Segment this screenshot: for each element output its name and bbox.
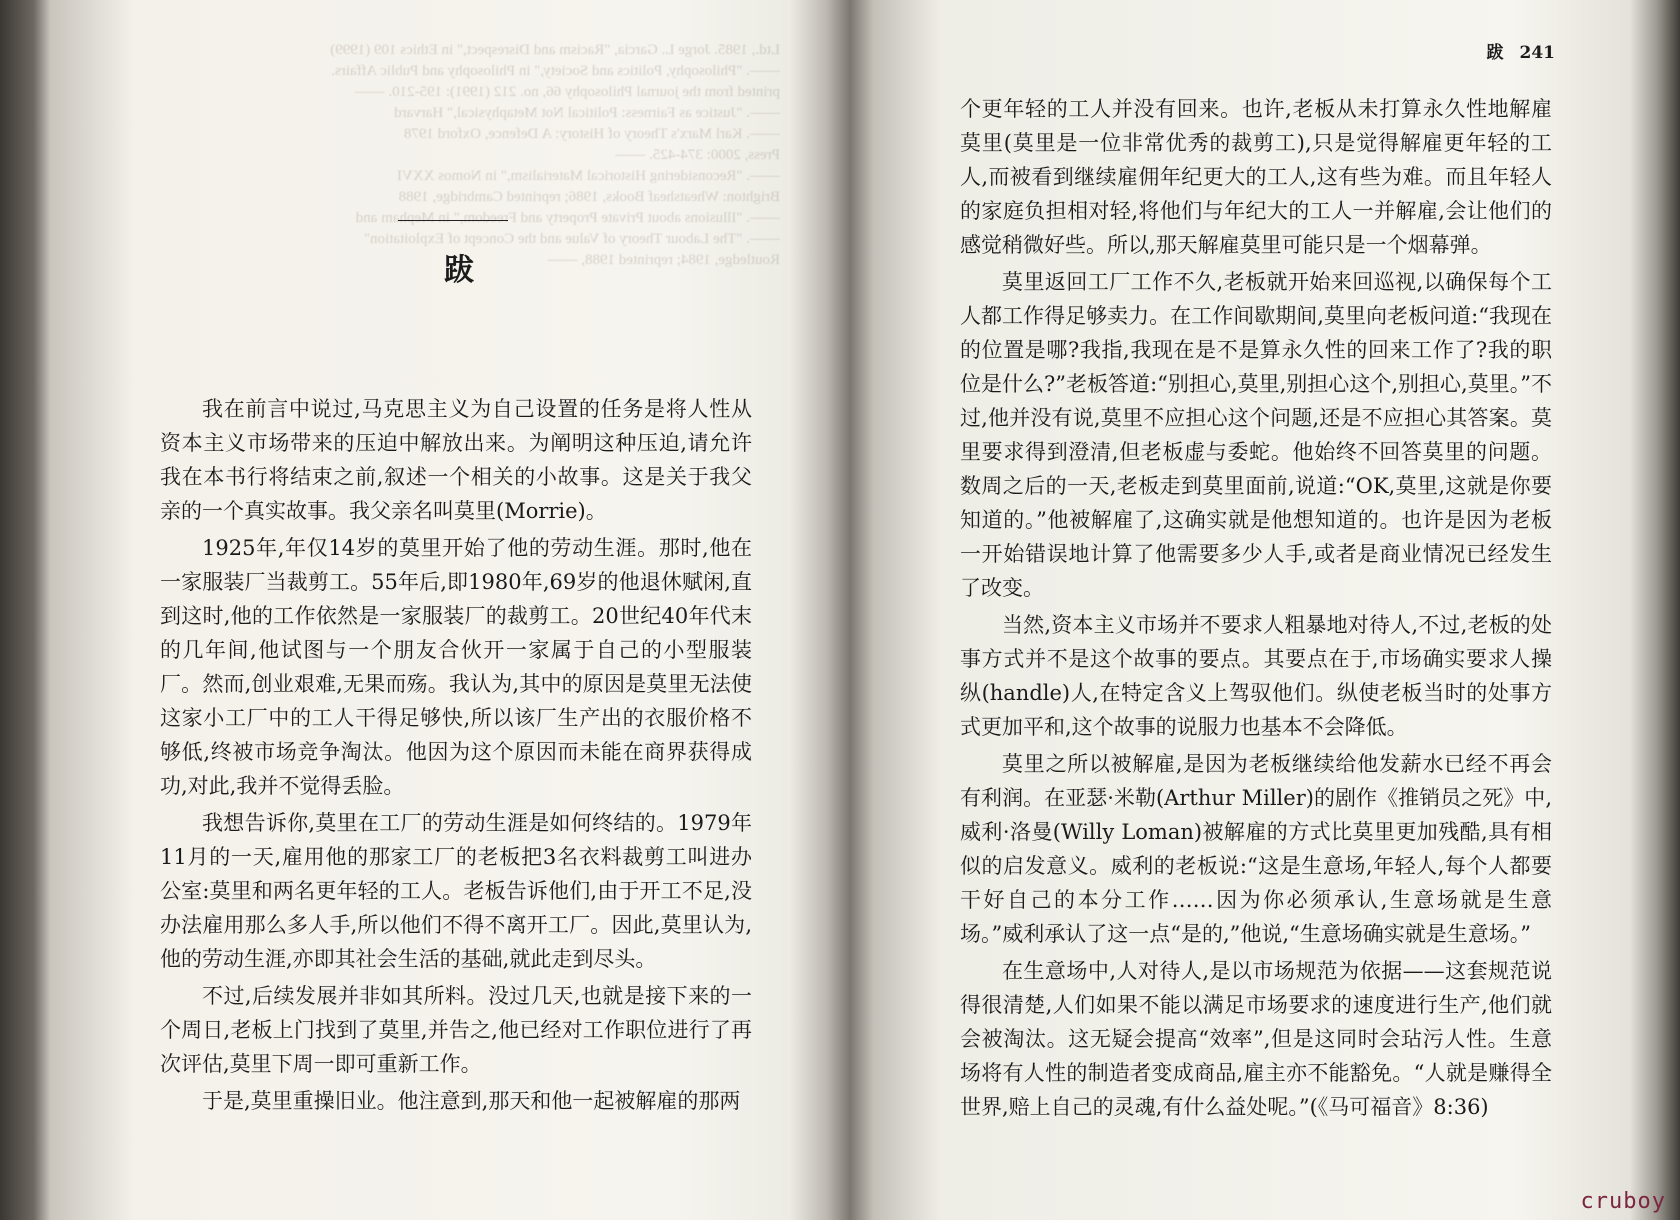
paragraph: 当然,资本主义市场并不要求人粗暴地对待人,不过,老板的处事方式并不是这个故事的要点。其要点在于,市场确实要求人操纵(handle)人,在特定含义上驾驭他们。纵使老板当时的处事方式更加平和,这个故事的说服力也基本不会降低。 bbox=[960, 613, 1552, 739]
running-head-title: 跋 bbox=[1486, 43, 1504, 63]
paragraph: 莫里返回工厂工作不久,老板就开始来回巡视,以确保每个工人都工作得足够卖力。在工作间歇期间,莫里向老板问道:“我现在的位置是哪?我指,我现在是不是算永久性的回来工作了?我的职位是什么?”老板答道:“别担心,莫里,别担心这个,别担心,莫里。”不过,他并没有说,莫里不应担心这个问题,还是不应担心其答案。莫里要求得到澄清,但老板虚与委蛇。他始终不回答莫里的问题。数周之后的一天,老板走到莫里面前,说道:“OK,莫里,这就是你要知道的。”他被解雇了,这确实就是他想知道的。也许是因为老板一开始错误地计算了他需要多少人手,或者是商业情况已经发生了改变。 bbox=[960, 270, 1552, 600]
paragraph: 我在前言中说过,马克思主义为自己设置的任务是将人性从资本主义市场带来的压迫中解放出来。为阐明这种压迫,请允许我在本书行将结束之前,叙述一个相关的小故事。这是关于我父亲的一个真实故事。我父亲名叫莫里(Morrie)。 bbox=[160, 397, 752, 523]
right-page bbox=[880, 0, 1660, 1220]
left-page bbox=[60, 0, 860, 1220]
page-number: 241 bbox=[1519, 43, 1555, 63]
show-through-text: Ltd., 1985. Jorge L. Garcia, "Racism and Disrespect," in Ethics 109 (1999) ——. "Philosophy, Politics and Society," in Philosophy and Public Affairs. printed from the journal Philosophy 66, no. 212 (1991): 195-210. —— ——. "Justice as Fairness: Political Not Metaphysical," Harvard ——. Karl Marx's Theory of History: A Defence, Oxford 1978 Press, 2000: 374-425. —— ——. "Reconsidering Historical Materialism," in Nomos XXVI Brighton: Wheatsheaf Books, 1986; reprinted Cambridge, 1988 ——. "Illusions about Private Property and Freedom," in Mepham and ——. "The Labour Theory of Value and the Concept of Exploitation" Routledge, 1984; reprinted 1988, —— bbox=[330, 42, 780, 268]
left-body-text bbox=[160, 392, 752, 1121]
paragraph: 我想告诉你,莫里在工厂的劳动生涯是如何终结的。1979年11月的一天,雇用他的那家工厂的老板把3名衣料裁剪工叫进办公室:莫里和两名更年轻的工人。老板告诉他们,由于开工不足,没办法雇用那么多人手,所以他们不得不离开工厂。因此,莫里认为,他的劳动生涯,亦即其社会生活的基础,就此走到尽头。 bbox=[160, 811, 752, 971]
right-body-text bbox=[960, 92, 1552, 1127]
running-head bbox=[1471, 38, 1556, 63]
chapter-rule bbox=[398, 220, 508, 221]
paragraph: 莫里之所以被解雇,是因为老板继续给他发薪水已经不再会有利润。在亚瑟·米勒(Arthur Miller)的剧作《推销员之死》中,威利·洛曼(Willy Loman)被解雇的方式比莫里更加残酷,具有相似的启发意义。威利的老板说:“这是生意场,年轻人,每个人都要干好自己的本分工作……因为你必须承认,生意场就是生意场。”威利承认了这一点“是的,”他说,“生意场确实就是生意场。” bbox=[960, 752, 1552, 946]
paragraph: 不过,后续发展并非如其所料。没过几天,也就是接下来的一个周日,老板上门找到了莫里,并告之,他已经对工作职位进行了再次评估,莫里下周一即可重新工作。 bbox=[160, 984, 752, 1076]
paragraph: 于是,莫里重操旧业。他注意到,那天和他一起被解雇的那两 bbox=[202, 1089, 741, 1113]
scanner-watermark: cruboy bbox=[1580, 1189, 1666, 1214]
paragraph-continuation: 个更年轻的工人并没有回来。也许,老板从未打算永久性地解雇莫里(莫里是一位非常优秀的裁剪工),只是觉得解雇更年轻的工人,而被看到继续雇佣年纪更大的工人,这有些为难。而且年轻人的家庭负担相对轻,将他们与年纪大的工人一并解雇,会让他们的感觉稍微好些。所以,那天解雇莫里可能只是一个烟幕弹。 bbox=[960, 97, 1552, 257]
chapter-title: 跋 bbox=[444, 253, 476, 288]
paragraph: 在生意场中,人对待人,是以市场规范为依据——这套规范说得很清楚,人们如果不能以满足市场要求的速度进行生产,他们就会被淘汰。这无疑会提高“效率”,但是这同时会玷污人性。生意场将有人性的制造者变成商品,雇主亦不能豁免。“人就是赚得全世界,赔上自己的灵魂,有什么益处呢。”(《马可福音》8:36) bbox=[960, 959, 1552, 1119]
paragraph: 1925年,年仅14岁的莫里开始了他的劳动生涯。那时,他在一家服装厂当裁剪工。55年后,即1980年,69岁的他退休赋闲,直到这时,他的工作依然是一家服装厂的裁剪工。20世纪40年代末的几年间,他试图与一个朋友合伙开一家属于自己的小型服装厂。然而,创业艰难,无果而殇。我认为,其中的原因是莫里无法使这家小工厂中的工人干得足够快,所以该厂生产出的衣服价格不够低,终被市场竞争淘汰。他因为这个原因而未能在商界获得成功,对此,我并不觉得丢脸。 bbox=[160, 536, 752, 798]
